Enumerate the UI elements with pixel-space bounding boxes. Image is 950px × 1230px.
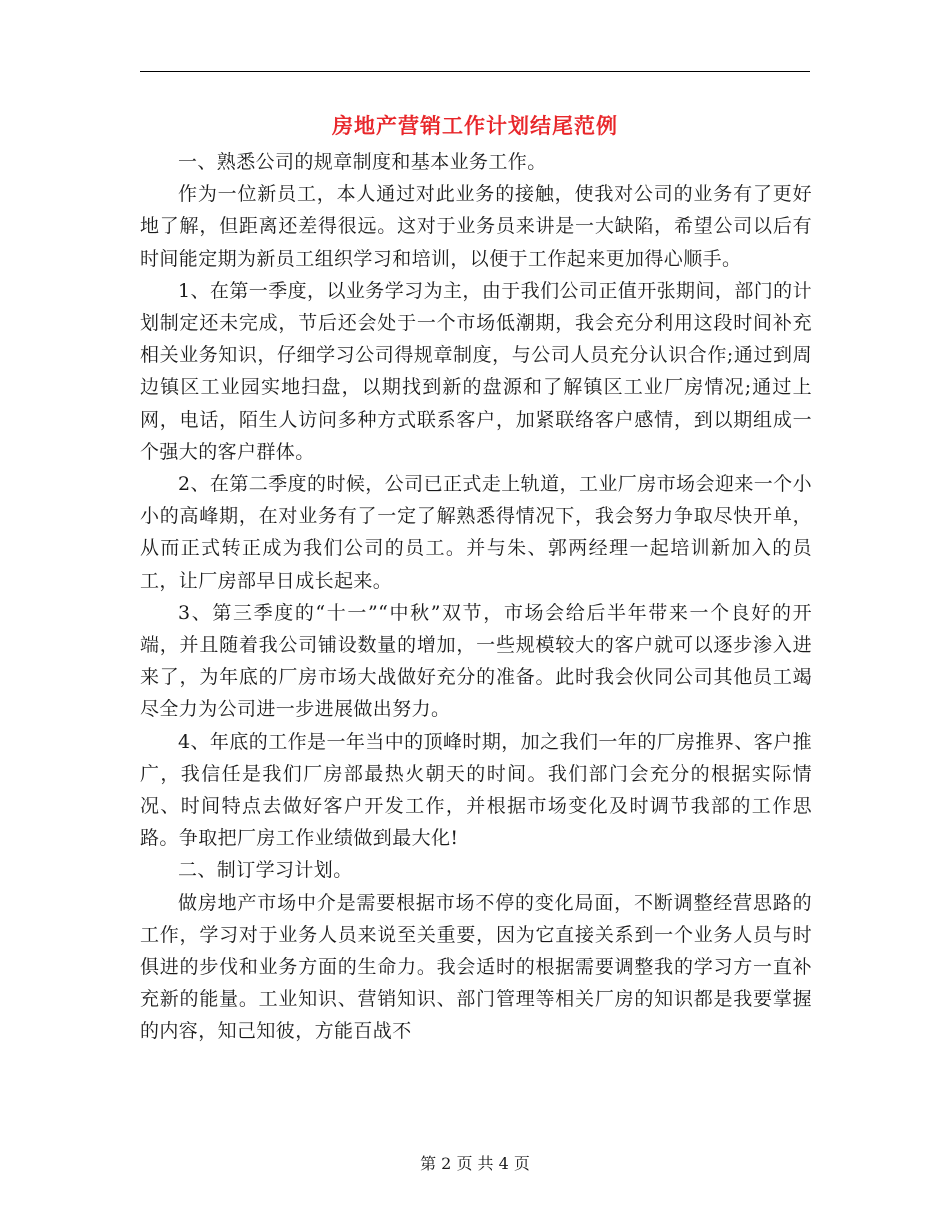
paragraph-study-plan: 做房地产市场中介是需要根据市场不停的变化局面，不断调整经营思路的工作，学习对于业务人员来说至关重要，因为它直接关系到一个业务人员与时俱进的步伐和业务方面的生命力。我会适时的根据需要调整我的学习方一直补充新的能量。工业知识、营销知识、部门管理等相关厂房的知识都是我要掌握的内容，知己知彼，方能百战不 [140, 891, 812, 1043]
paragraph-intro: 作为一位新员工，本人通过对此业务的接触，使我对公司的业务有了更好地了解，但距离还差得很远。这对于业务员来讲是一大缺陷，希望公司以后有时间能定期为新员工组织学习和培训，以便于工作起来更加得心顺手。 [140, 183, 812, 270]
document-body [140, 146, 812, 1048]
paragraph-q2: 2、在第二季度的时候，公司已正式走上轨道，工业厂房市场会迎来一个小小的高峰期，在对业务有了一定了解熟悉得情况下，我会努力争取尽快开单，从而正式转正成为我们公司的员工。并与朱、郭两经理一起培训新加入的员工，让厂房部早日成长起来。 [140, 473, 812, 592]
heading-section-1: 一、熟悉公司的规章制度和基本业务工作。 [178, 151, 547, 173]
heading-section-2: 二、制订学习计划。 [178, 859, 353, 882]
page-number: 第 2 页 共 4 页 [420, 1154, 530, 1173]
header-rule [140, 71, 810, 72]
paragraph-q1: 1、在第一季度，以业务学习为主，由于我们公司正值开张期间，部门的计划制定还未完成，节后还会处于一个市场低潮期，我会充分利用这段时间补充相关业务知识，仔细学习公司得规章制度，与公司人员充分认识合作;通过到周边镇区工业园实地扫盘，以期找到新的盘源和了解镇区工业厂房情况;通过上网，电话，陌生人访问多种方式联系客户，加紧联络客户感情，到以期组成一个强大的客户群体。 [140, 279, 812, 463]
document-title: 房地产营销工作计划结尾范例 [332, 113, 618, 138]
paragraph-q4: 4、年底的工作是一年当中的顶峰时期，加之我们一年的厂房推界、客户推广，我信任是我们厂房部最热火朝天的时间。我们部门会充分的根据实际情况、时间特点去做好客户开发工作，并根据市场变化及时调节我部的工作思路。争取把厂房工作业绩做到最大化! [140, 730, 812, 850]
paragraph-q3: 3、第三季度的“十一”“中秋”双节，市场会给后半年带来一个良好的开端，并且随着我公司铺设数量的增加，一些规模较大的客户就可以逐步渗入进来了，为年底的厂房市场大战做好充分的准备。此时我会伙同公司其他员工竭尽全力为公司进一步进展做出努力。 [140, 601, 812, 721]
